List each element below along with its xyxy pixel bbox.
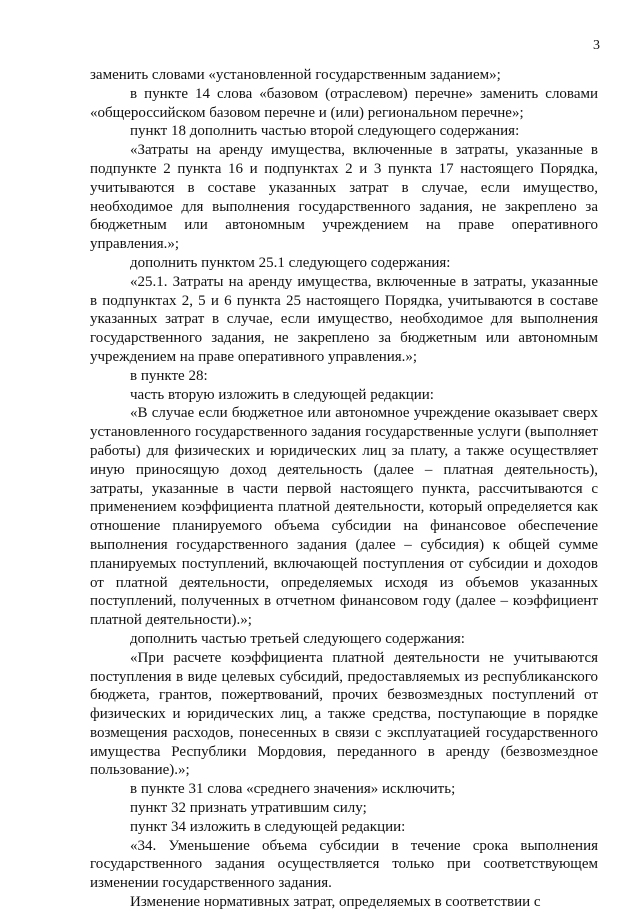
paragraph: «В случае если бюджетное или автономное учреждение оказывает сверх установленного государственного задания государственные услуги (выполняет работы) для физических и юридических лиц за плату, а также осуществляет иную приносящую доход деятельность (далее – платная деятельность), затраты, указанные в части первой настоящего пункта, рассчитываются с применением коэффициента платной деятельности, который определяется как отношение планируемого объема субсидии на финансовое обеспечение выполнения государственного задания (далее – субсидия) к общей сумме планируемых поступлений, включающей поступления от субсидии и доходов от платной деятельности, определяемых исходя из объемов указанных поступлений, полученных в отчетном финансовом году (далее – коэффициент платной деятельности).»; xyxy=(90,405,598,629)
paragraph: дополнить частью третьей следующего содержания: xyxy=(130,630,465,647)
paragraph: «При расчете коэффициента платной деятельности не учитываются поступления в виде целевых субсидий, предоставляемых из республиканского бюджета, грантов, пожертвований, прочих безвозмездных поступлений от физических и юридических лиц, а также средства, поступающие в порядке возмещения расходов, понесенных в связи с эксплуатацией государственного имущества Республики Мордовия, переданного в аренду (безвозмездное пользование).»; xyxy=(90,649,598,779)
paragraph: в пункте 28: xyxy=(130,367,208,384)
paragraph: в пункте 31 слова «среднего значения» исключить; xyxy=(130,781,456,798)
paragraph: в пункте 14 слова «базовом (отраслевом) перечне» заменить словами «общероссийском базовом перечне и (или) региональном перечне»; xyxy=(90,85,598,121)
paragraph: заменить словами «установленной государственным заданием»; xyxy=(90,67,501,83)
page-number: 3 xyxy=(593,38,600,53)
paragraph: часть вторую изложить в следующей редакции: xyxy=(130,386,434,403)
paragraph: «34. Уменьшение объема субсидии в течение срока выполнения государственного задания осуществляется только при соответствующем изменении государственного задания. xyxy=(90,837,598,892)
paragraph: Изменение нормативных затрат, определяемых в соответствии с xyxy=(130,894,541,911)
paragraph: пункт 32 признать утратившим силу; xyxy=(130,800,367,817)
paragraph: «25.1. Затраты на аренду имущества, включенные в затраты, указанные в подпунктах 2, 5 и 6 пункта 25 настоящего Порядка, учитываются в составе указанных затрат в случае, если имущество, необходимое для выполнения государственного задания, не закреплено за бюджетным или автономным учреждением на праве оперативного управления.»; xyxy=(90,273,598,365)
paragraph: пункт 18 дополнить частью второй следующего содержания: xyxy=(130,123,520,140)
paragraph: дополнить пунктом 25.1 следующего содержания: xyxy=(130,254,451,271)
document-body xyxy=(90,66,598,912)
paragraph: «Затраты на аренду имущества, включенные в затраты, указанные в подпункте 2 пункта 16 и подпунктах 2 и 3 пункта 17 настоящего Порядка, учитываются в составе указанных затрат в случае, если имущество, необходимое для выполнения государственного задания, не закреплено за бюджетным или автономным учреждением на праве оперативного управления.»; xyxy=(90,142,598,253)
paragraph: пункт 34 изложить в следующей редакции: xyxy=(130,818,406,835)
